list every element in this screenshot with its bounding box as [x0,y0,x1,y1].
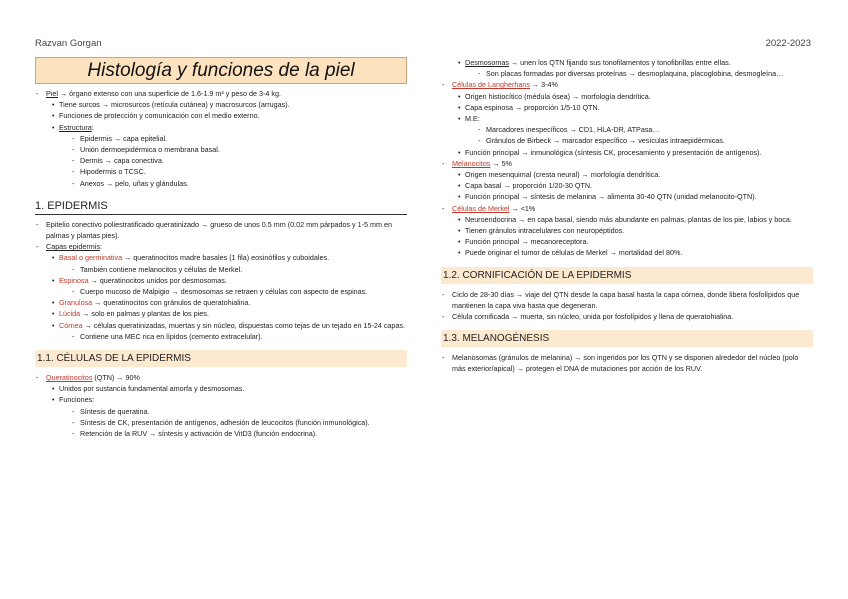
term-espinosa: Espinosa [59,275,89,285]
list-item-merkel: - Células de Merkel → <1% [441,203,813,214]
list-item: • Capa espinosa → proporción 1/5-10 QTN. [441,102,813,113]
list-item: • Origen mesenquimal (cresta neural) → morfología dendrítica. [441,169,813,180]
list-item-estructura: • Estructura: [35,122,407,133]
term-estructura: Estructura [59,122,92,132]
page-title: Histología y funciones de la piel [35,57,407,84]
list-item: • Funciones de protección y comunicación con el medio externo. [35,110,407,121]
list-item: - Célula cornificada → muerta, sin núcleo, unida por fosfolípidos y llena de queratohialina. [441,311,813,322]
list-item-queratinocitos: - Queratinocitos (QTN) → 90% [35,372,407,383]
list-item-basal: • Basal o germinativa → queratinocitos madre basales (1 fila) eosinófilos y cuboidales. [35,252,407,263]
list-item: - Epitelio conectivo poliestratificado queratinizado → grueso de unos 0.5 mm (0.02 mm párpados y 1-5 mm en palmas y plantas pies). [35,219,407,241]
academic-year: 2022-2023 [765,38,811,49]
list-item-desmosomas: • Desmosomas → unen los QTN fijando sus tonofilamentos y tonofibrillas entre ellas. [441,57,813,68]
list-item: - Contiene una MEC rica en lípidos (cemento extracelular). [35,331,407,342]
list-item: - Retención de la RUV → síntesis y activación de VitD3 (función endocrina). [35,428,407,439]
list-item-melanocitos: - Melanocitos → 5% [441,158,813,169]
section-heading-cornificacion: 1.2. CORNIFICACIÓN DE LA EPIDERMIS [441,267,813,284]
list-item: • Tiene surcos → microsurcos (retícula cutánea) y macrosurcos (arrugas). [35,99,407,110]
term-basal: Basal o germinativa [59,253,123,263]
list-item: • Origen histiocítico (médula ósea) → morfología dendrítica. [441,91,813,102]
list-item: • Función principal → síntesis de melanina → alimenta 30-40 QTN (unidad melanocito-QTN). [441,191,813,202]
list-item-granulosa: • Granulosa → queratinocitos con gránulos de queratohialina. [35,297,407,308]
list-item-langerhans: - Células de Langherhans → 3-4% [441,79,813,90]
list-item: • Neuroendocrina → en capa basal, siendo más abundante en palmas, plantas de los pie, labios y boca. [441,214,813,225]
list-item: - Síntesis de CK, presentación de antígenos, adhesión de leucocitos (función inmunológica). [35,417,407,428]
section-heading-melanogenesis: 1.3. MELANOGÉNESIS [441,330,813,347]
section-heading-epidermis: 1. EPIDERMIS [35,189,407,215]
list-item: - Melanosomas (gránulos de melanina) → son ingeridos por los QTN y se disponen alrededor del núcleo (polo más exterior/apical) → protegen el DNA de mutaciones por acción de los RUV. [441,352,813,374]
list-item-espinosa: • Espinosa → queratinocitos unidos por desmosomas. [35,275,407,286]
term-merkel: Células de Merkel [452,203,510,213]
list-item: • Funciones: [35,394,407,405]
list-item: • Tienen gránulos intracelulares con neuropéptidos. [441,225,813,236]
author-name: Razvan Gorgan [35,38,102,49]
list-item: • Unidos por sustancia fundamental amorfa y desmosomas. [35,383,407,394]
list-item: - Ciclo de 28-30 días → viaje del QTN desde la capa basal hasta la capa córnea, donde libera fosfolípidos que mantienen la capa viva hasta que degeneran. [441,289,813,311]
term-piel: Piel [46,89,58,98]
list-item-piel: - Piel → órgano extenso con una superficie de 1.6-1.9 m² y peso de 3-4 kg. [35,88,407,99]
term-langerhans: Células de Langherhans [452,80,530,90]
list-item: • M.E: [441,113,813,124]
list-item: - Síntesis de queratina. [35,406,407,417]
term-capas: Capas epidermis [46,242,100,252]
list-item: • Capa basal → proporción 1/20-30 QTN. [441,180,813,191]
term-desmosomas: Desmosomas [465,58,509,67]
list-item: - Anexos → pelo, uñas y glándulas. [35,178,407,189]
term-cornea: Córnea [59,320,83,330]
list-item: - También contiene melanocitos y células de Merkel. [35,264,407,275]
section-heading-celulas: 1.1. CÉLULAS DE LA EPIDERMIS [35,350,407,367]
term-melanocitos: Melanocitos [452,158,491,168]
term-granulosa: Granulosa [59,298,93,308]
list-item-cornea: • Córnea → células queratinizadas, muertas y sin núcleo, dispuestas como tejas de un tejado en 15-24 capas. [35,320,407,331]
list-item: • Función principal → mecanoreceptora. [441,236,813,247]
list-item: - Gránulos de Birbeck → marcador específico → vesículas intraepidérmicas. [441,135,813,146]
list-item-capas: - Capas epidermis: [35,241,407,252]
list-item-lucida: • Lúcida → solo en palmas y plantas de los pies. [35,308,407,319]
list-item: - Dermis → capa conectiva. [35,155,407,166]
list-item: - Cuerpo mucoso de Malpigio → desmosomas se retraen y células con aspecto de espinas. [35,286,407,297]
list-item: • Función principal → inmunológica (síntesis CK, procesamiento y presentación de antígenos). [441,147,813,158]
left-column [35,57,407,439]
list-item: - Marcadores inespecíficos → CD1, HLA-DR, ATPasa… [441,124,813,135]
list-item: - Epidermis → capa epitelial. [35,133,407,144]
list-item: • Puede originar el tumor de células de Merkel → mortalidad del 80%. [441,247,813,258]
term-queratinocitos: Queratinocitos [46,373,93,383]
list-item: - Hipodermis o TCSC. [35,166,407,177]
list-item: - Son placas formadas por diversas proteínas → desmoplaquina, placoglobina, desmogleína… [441,68,813,79]
right-column [441,57,813,375]
list-item: - Unión dermoepidérmica o membrana basal. [35,144,407,155]
term-lucida: Lúcida [59,309,81,319]
